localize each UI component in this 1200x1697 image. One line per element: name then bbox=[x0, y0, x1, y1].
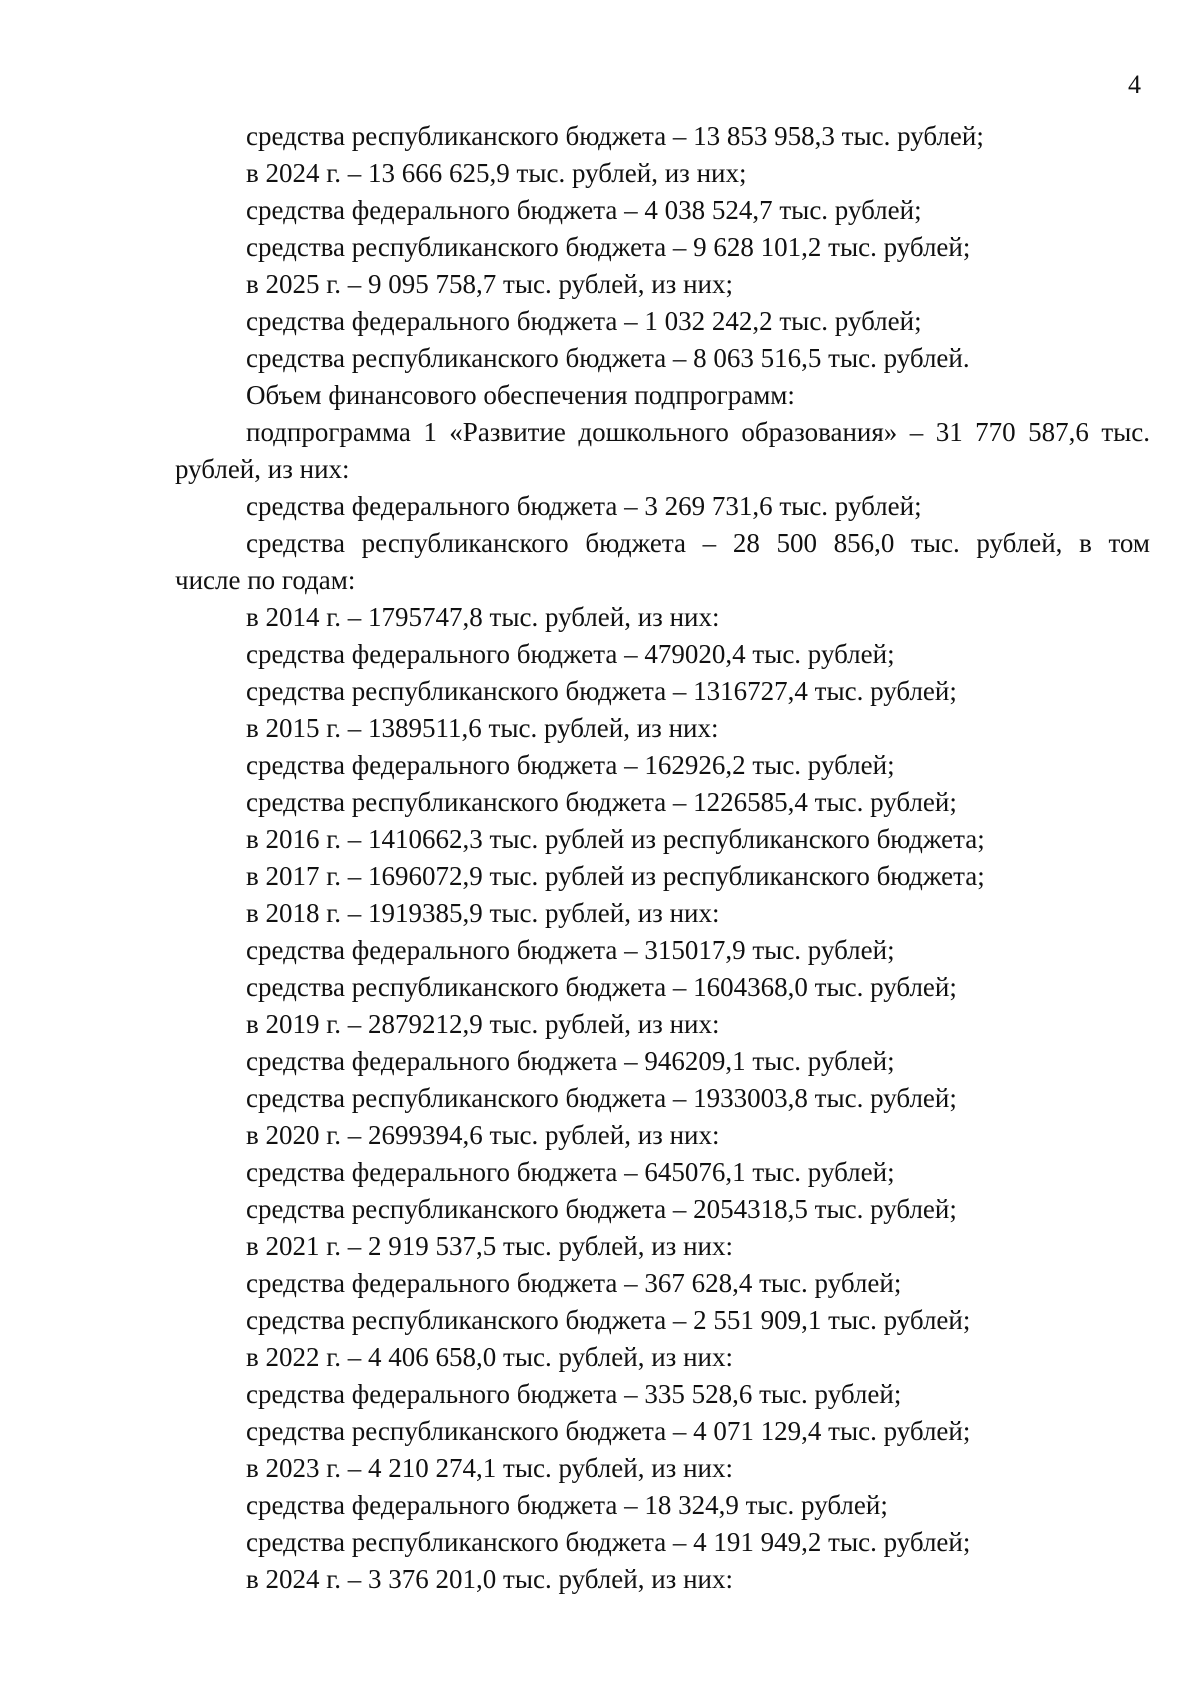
text-line-l05: в 2025 г. – 9 095 758,7 тыс. рублей, из них; bbox=[246, 269, 733, 299]
text-line-l12: в 2014 г. – 1795747,8 тыс. рублей, из них: bbox=[246, 602, 720, 632]
text-line-l33: средства федерального бюджета – 335 528,6 тыс. рублей; bbox=[246, 1379, 902, 1409]
text-line-l38: в 2024 г. – 3 376 201,0 тыс. рублей, из них: bbox=[246, 1564, 733, 1594]
text-line-l21: средства федерального бюджета – 315017,9 тыс. рублей; bbox=[246, 935, 895, 965]
text-line-l27: средства федерального бюджета – 645076,1 тыс. рублей; bbox=[246, 1157, 895, 1187]
text-line-l35: в 2023 г. – 4 210 274,1 тыс. рублей, из них: bbox=[246, 1453, 733, 1483]
text-line-l24: средства федерального бюджета – 946209,1 тыс. рублей; bbox=[246, 1046, 895, 1076]
text-line-l10: средства федерального бюджета – 3 269 731,6 тыс. рублей; bbox=[246, 491, 922, 521]
page-number: 4 bbox=[1128, 70, 1141, 99]
text-line-l22: средства республиканского бюджета – 1604368,0 тыс. рублей; bbox=[246, 972, 957, 1002]
text-line-l29: в 2021 г. – 2 919 537,5 тыс. рублей, из них: bbox=[246, 1231, 733, 1261]
text-line-l30: средства федерального бюджета – 367 628,4 тыс. рублей; bbox=[246, 1268, 902, 1298]
text-line-l23: в 2019 г. – 2879212,9 тыс. рублей, из них: bbox=[246, 1009, 720, 1039]
text-line-l13: средства федерального бюджета – 479020,4 тыс. рублей; bbox=[246, 639, 895, 669]
text-line-l25: средства республиканского бюджета – 1933003,8 тыс. рублей; bbox=[246, 1083, 957, 1113]
text-line-l15: в 2015 г. – 1389511,6 тыс. рублей, из них: bbox=[246, 713, 719, 743]
text-line-l03: средства федерального бюджета – 4 038 524,7 тыс. рублей; bbox=[246, 195, 922, 225]
text-line-l26: в 2020 г. – 2699394,6 тыс. рублей, из них: bbox=[246, 1120, 720, 1150]
text-line-l06: средства федерального бюджета – 1 032 242,2 тыс. рублей; bbox=[246, 306, 922, 336]
text-line-l17: средства республиканского бюджета – 1226585,4 тыс. рублей; bbox=[246, 787, 957, 817]
text-line-l09: подпрограмма 1 «Развитие дошкольного образования» – 31 770 587,6 тыс. bbox=[246, 417, 1150, 447]
text-line-l14: средства республиканского бюджета – 1316727,4 тыс. рублей; bbox=[246, 676, 957, 706]
text-line-l34: средства республиканского бюджета – 4 071 129,4 тыс. рублей; bbox=[246, 1416, 971, 1446]
text-line-l36: средства федерального бюджета – 18 324,9 тыс. рублей; bbox=[246, 1490, 888, 1520]
text-line-l37: средства республиканского бюджета – 4 191 949,2 тыс. рублей; bbox=[246, 1527, 971, 1557]
text-line-l19: в 2017 г. – 1696072,9 тыс. рублей из республиканского бюджета; bbox=[246, 861, 985, 891]
text-line-l28: средства республиканского бюджета – 2054318,5 тыс. рублей; bbox=[246, 1194, 957, 1224]
text-line-l11: средства республиканского бюджета – 28 500 856,0 тыс. рублей, в том bbox=[246, 528, 1150, 558]
text-line-l02: в 2024 г. – 13 666 625,9 тыс. рублей, из них; bbox=[246, 158, 747, 188]
text-line-l04: средства республиканского бюджета – 9 628 101,2 тыс. рублей; bbox=[246, 232, 971, 262]
text-line-l09-continuation: рублей, из них: bbox=[175, 454, 350, 484]
text-line-l20: в 2018 г. – 1919385,9 тыс. рублей, из них: bbox=[246, 898, 720, 928]
text-line-l07: средства республиканского бюджета – 8 063 516,5 тыс. рублей. bbox=[246, 343, 970, 373]
text-line-l32: в 2022 г. – 4 406 658,0 тыс. рублей, из них: bbox=[246, 1342, 733, 1372]
text-line-l11-continuation: числе по годам: bbox=[175, 565, 356, 595]
text-line-l01: средства республиканского бюджета – 13 853 958,3 тыс. рублей; bbox=[246, 121, 984, 151]
text-line-l16: средства федерального бюджета – 162926,2 тыс. рублей; bbox=[246, 750, 895, 780]
document-body bbox=[175, 118, 1150, 1598]
text-line-l31: средства республиканского бюджета – 2 551 909,1 тыс. рублей; bbox=[246, 1305, 971, 1335]
text-line-l08: Объем финансового обеспечения подпрограмм: bbox=[246, 380, 795, 410]
text-line-l18: в 2016 г. – 1410662,3 тыс. рублей из республиканского бюджета; bbox=[246, 824, 985, 854]
